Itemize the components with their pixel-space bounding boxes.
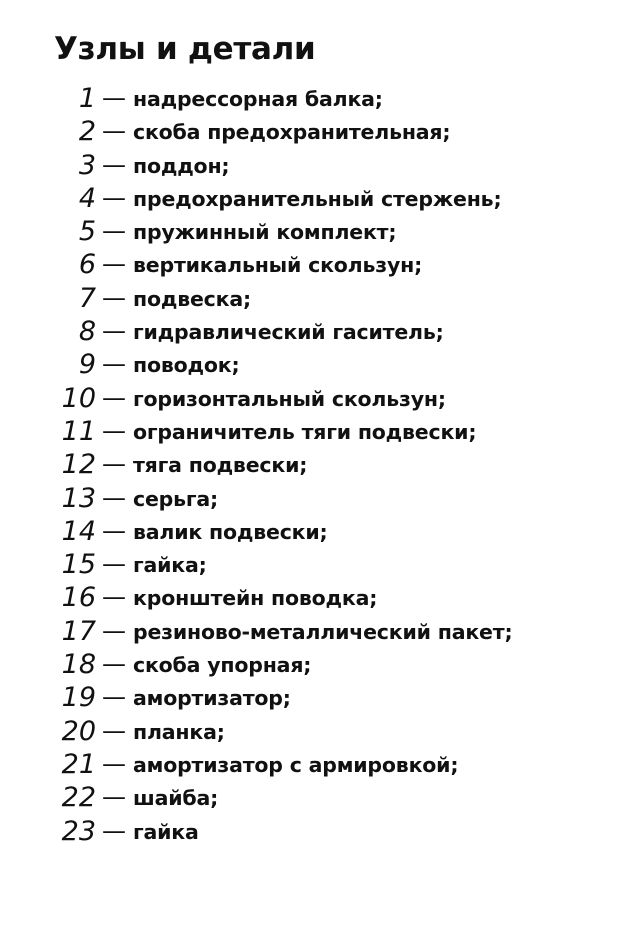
item-number: 18 [61,649,96,681]
item-dash: — [102,250,126,279]
list-item [0,482,628,515]
item-number: 6 [78,249,96,281]
item-number: 4 [78,182,96,214]
item-number: 5 [78,216,96,248]
item-number: 23 [61,815,96,847]
item-number: 2 [78,116,96,148]
item-number: 7 [78,282,96,314]
item-dash: — [102,450,126,479]
item-number: 13 [61,482,96,514]
item-number: 22 [61,782,96,814]
item-text: амортизатор с армировкой; [133,752,459,777]
item-dash: — [102,416,126,445]
list-item [0,82,628,115]
item-text: ограничитель тяги подвески; [133,419,477,444]
item-number: 3 [78,149,96,181]
item-text: серьга; [133,486,219,511]
item-text: гидравлический гаситель; [133,320,444,345]
list-item [0,781,628,814]
list-item [0,515,628,548]
list-item [0,248,628,281]
item-text: амортизатор; [133,686,291,711]
item-dash: — [102,183,126,212]
list-item [0,615,628,648]
list-item [0,348,628,381]
list-item [0,748,628,781]
item-text: вертикальный скользун; [133,253,423,278]
item-text: подвеска; [133,286,251,311]
list-item [0,215,628,248]
item-dash: — [102,783,126,812]
item-number: 10 [61,382,96,414]
item-number: 12 [61,449,96,481]
item-number: 21 [61,748,96,780]
item-text: резиново-металлический пакет; [133,619,513,644]
item-dash: — [102,117,126,146]
list-item [0,815,628,848]
item-text: поводок; [133,353,240,378]
list-item [0,415,628,448]
item-dash: — [102,650,126,679]
item-dash: — [102,716,126,745]
item-text: надрессорная балка; [133,87,383,111]
item-text: предохранительный стержень; [133,186,502,211]
item-dash: — [102,749,126,778]
list-item [0,182,628,215]
item-number: 16 [61,582,96,614]
item-text: тяга подвески; [133,453,308,478]
item-text: скоба предохранительная; [133,120,451,145]
parts-list [0,82,628,848]
item-number: 15 [61,549,96,581]
item-dash: — [102,483,126,512]
item-number: 19 [61,682,96,714]
list-item [0,382,628,415]
item-number: 14 [61,515,96,547]
item-number: 8 [78,316,96,348]
item-dash: — [102,383,126,412]
item-number: 17 [61,615,96,647]
item-dash: — [102,550,126,579]
item-text: валик подвески; [133,519,328,544]
item-number: 9 [78,349,96,381]
item-dash: — [102,150,126,179]
list-item [0,715,628,748]
item-text: скоба упорная; [133,653,312,678]
item-text: поддон; [133,153,230,178]
list-item [0,548,628,581]
list-item [0,681,628,714]
item-dash: — [102,350,126,379]
item-text: гайка [133,819,199,844]
list-item [0,581,628,614]
item-dash: — [102,84,126,112]
list-item [0,282,628,315]
item-dash: — [102,283,126,312]
list-item [0,315,628,348]
list-item [0,115,628,148]
item-text: шайба; [133,786,219,811]
item-dash: — [102,217,126,246]
item-number: 1 [78,83,96,114]
item-dash: — [102,583,126,612]
item-dash: — [102,616,126,645]
item-text: гайка; [133,553,207,578]
list-item [0,448,628,481]
item-dash: — [102,683,126,712]
list-item [0,648,628,681]
section-heading: Узлы и детали [54,31,316,67]
item-dash: — [102,516,126,545]
item-dash: — [102,816,126,845]
item-number: 11 [61,415,96,447]
item-text: горизонтальный скользун; [133,386,446,411]
list-item [0,149,628,182]
item-number: 20 [61,715,96,747]
item-text: пружинный комплект; [133,220,397,245]
item-dash: — [102,317,126,346]
item-text: кронштейн поводка; [133,586,378,611]
item-text: планка; [133,719,225,744]
